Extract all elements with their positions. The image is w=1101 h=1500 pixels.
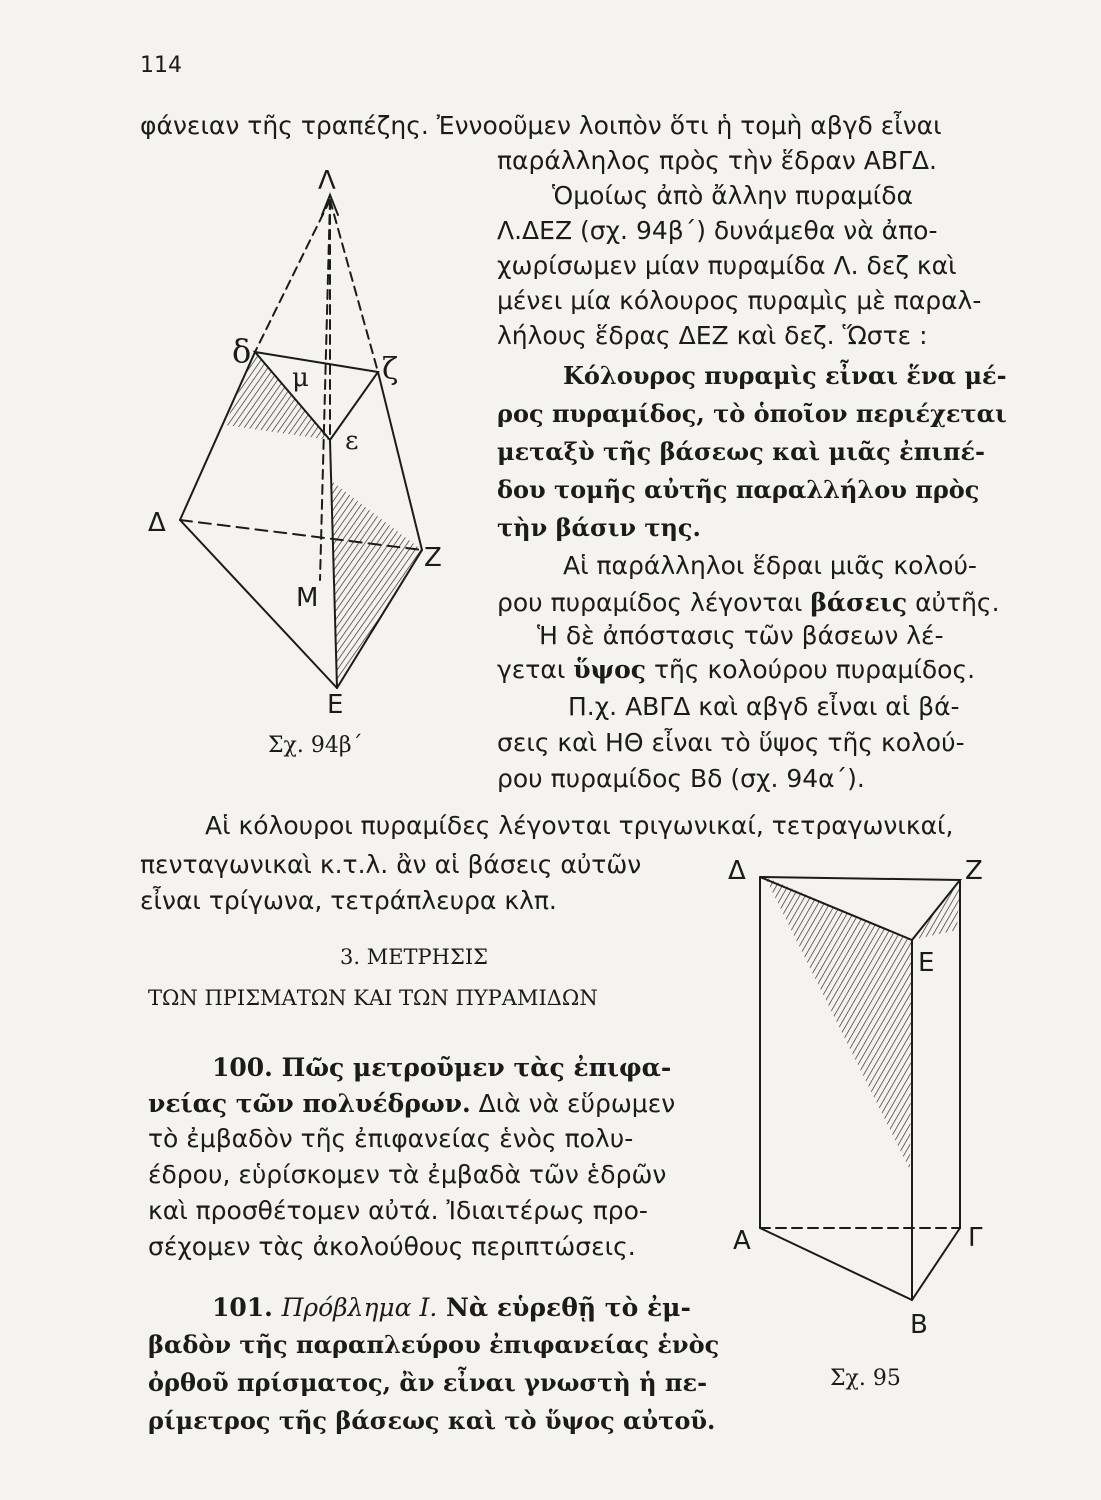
label-epsilon-small: ε <box>345 426 359 456</box>
label-A-95: A <box>733 1226 751 1256</box>
definition-line: Κόλουρος πυραμὶς εἶναι ἕνα μέ- <box>563 361 1007 390</box>
text-line: Ὁμοίως ἀπὸ ἄλλην πυραμίδα <box>552 181 914 210</box>
label-Zeta-95: Z <box>965 856 983 886</box>
label-mu-small: μ <box>292 363 309 393</box>
text-line: Λ.ΔΕΖ (σχ. 94β΄) δυνάμεθα νὰ ἀπο- <box>497 216 938 245</box>
label-Delta: Δ <box>148 508 166 538</box>
text-line: φάνειαν τῆς τραπέζης. Ἐννοοῦμεν λοιπὸν ὅτι ἡ τομὴ αβγδ εἶναι <box>140 111 942 140</box>
text-line: ρου πυραμίδος Βδ (σχ. 94α΄). <box>497 764 865 793</box>
section-heading: 3. ΜΕΤΡΗΣΙΣ <box>340 945 488 969</box>
text-line: Ἡ δὲ ἀπόστασις τῶν βάσεων λέ- <box>537 621 944 650</box>
term-bases: βάσεις <box>810 588 908 617</box>
text-line: τὸ ἐμβαδὸν τῆς ἐπιφανείας ἑνὸς πολυ- <box>148 1124 634 1153</box>
label-E-95: E <box>918 948 935 978</box>
section-101-title: 101. Πρόβλημα Ι. Νὰ εὑρεθῇ τὸ ἐμ- <box>212 1293 691 1322</box>
text-line: Αἱ παράλληλοι ἕδραι μιᾶς κολού- <box>563 551 977 580</box>
text-line: γεται ὕψος τῆς κολούρου πυραμίδος. <box>497 655 976 684</box>
label-zeta-small: ζ <box>382 352 399 387</box>
problem-line: ὀρθοῦ πρίσματος, ἂν εἶναι γνωστὴ ἡ πε- <box>148 1368 708 1397</box>
label-Gamma-95: Γ <box>968 1223 983 1253</box>
label-B-95: B <box>910 1310 928 1340</box>
page-number: 114 <box>140 53 182 78</box>
text-line: σέχομεν τὰς ἀκολούθους περιπτώσεις. <box>148 1232 636 1261</box>
definition-line: ρος πυραμίδος, τὸ ὁποῖον περιέχεται <box>497 399 1007 428</box>
text-line: παράλληλος πρὸς τὴν ἕδραν ΑΒΓΔ. <box>497 146 937 175</box>
text-line: έδρου, εὑρίσκομεν τὰ ἐμβαδὰ τῶν ἑδρῶν <box>148 1160 667 1189</box>
label-M: M <box>296 583 319 613</box>
text-line: Αἱ κόλουροι πυραμίδες λέγονται τριγωνικαί, τετραγωνικαί, <box>205 811 954 840</box>
label-E: E <box>327 690 344 720</box>
text-line: νείας τῶν πολυέδρων. Διὰ νὰ εὕρωμεν <box>148 1089 676 1118</box>
label-Delta-95: Δ <box>728 856 746 886</box>
definition-line: δου τομῆς αὐτῆς παραλλήλου πρὸς <box>497 475 980 504</box>
text-line: χωρίσωμεν μίαν πυραμίδα Λ. δεζ καὶ <box>497 251 957 280</box>
text-line: καὶ προσθέτομεν αὐτά. Ἰδιαιτέρως προ- <box>148 1196 648 1225</box>
definition-line: μεταξὺ τῆς βάσεως καὶ μιᾶς ἐπιπέ- <box>497 437 986 466</box>
label-lambda: Λ <box>318 166 336 196</box>
section-subheading: ΤΩΝ ΠΡΙΣΜΑΤΩΝ ΚΑΙ ΤΩΝ ΠΥΡΑΜΙΔΩΝ <box>148 986 598 1010</box>
figure-95-caption: Σχ. 95 <box>830 1366 901 1391</box>
text-line: Π.χ. ΑΒΓΔ καὶ αβγδ εἶναι αἱ βά- <box>568 692 960 721</box>
problem-line: βαδὸν τῆς παραπλεύρου ἐπιφανείας ἑνὸς <box>148 1330 720 1359</box>
text-line: λήλους ἕδρας ΔΕΖ καὶ δεζ. Ὥστε : <box>497 321 928 350</box>
definition-line: τὴν βάσιν της. <box>497 513 701 542</box>
label-delta-small: δ <box>232 332 252 370</box>
text-line: πενταγωνικαὶ κ.τ.λ. ἂν αἱ βάσεις αὐτῶν <box>140 850 642 879</box>
text-line: ρου πυραμίδος λέγονται βάσεις αὐτῆς. <box>497 588 1000 617</box>
section-100-title: 100. Πῶς μετροῦμεν τὰς ἐπιφα- <box>212 1053 672 1082</box>
text-line: εἶναι τρίγωνα, τετράπλευρα κλπ. <box>140 886 557 915</box>
text-line: σεις καὶ ΗΘ εἶναι τὸ ὕψος τῆς κολού- <box>497 728 965 757</box>
label-Zeta: Z <box>424 543 442 573</box>
problem-line: ρίμετρος τῆς βάσεως καὶ τὸ ὕψος αὐτοῦ. <box>148 1406 716 1435</box>
figure-94b-caption: Σχ. 94β΄ <box>268 733 363 758</box>
term-height: ὕψος <box>573 655 647 684</box>
text-line: μένει μία κόλουρος πυραμὶς μὲ παραλ- <box>497 286 982 315</box>
